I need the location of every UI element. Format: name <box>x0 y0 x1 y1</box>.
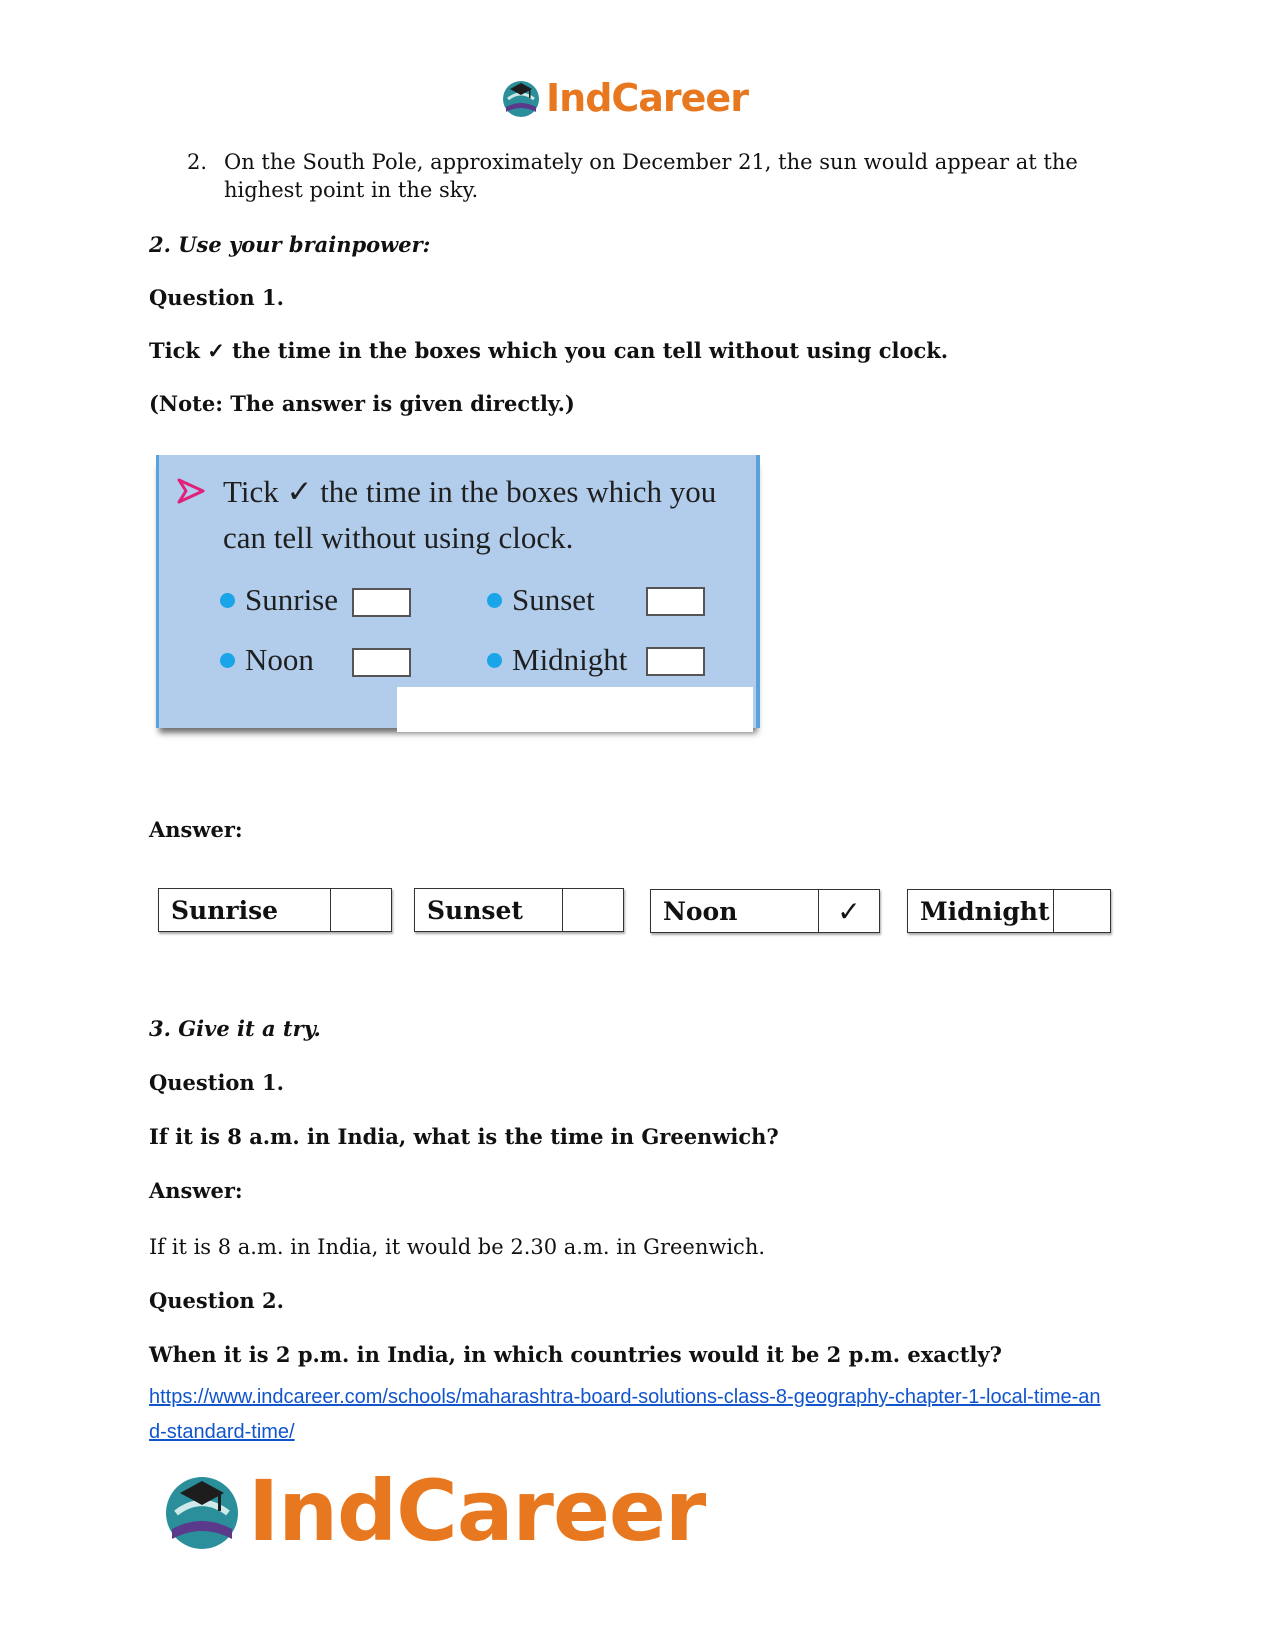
section-heading-give-it-a-try: 3. Give it a try. <box>149 1016 321 1041</box>
figure-checkbox-sunset <box>646 587 705 616</box>
answer-text: If it is 8 a.m. in India, it would be 2.30 a.m. in Greenwich. <box>149 1235 766 1259</box>
figure-checkbox-noon <box>352 648 411 677</box>
answer-box-mark <box>562 889 623 931</box>
answer-box-noon <box>650 889 880 933</box>
figure-item-midnight <box>487 642 627 678</box>
figure-item-label: Midnight <box>512 642 628 677</box>
figure-item-sunrise <box>220 582 338 618</box>
list-item-text: On the South Pole, approximately on December 21, the sun would appear at the highest point in the sky. <box>224 150 1078 202</box>
question-2-text: When it is 2 p.m. in India, in which countries would it be 2 p.m. exactly? <box>149 1342 1002 1367</box>
answer-label-2: Answer: <box>149 1178 243 1203</box>
section-heading-brainpower: 2. Use your brainpower: <box>149 232 431 257</box>
question-1-text: If it is 8 a.m. in India, what is the time in Greenwich? <box>149 1124 779 1149</box>
answer-box-mark <box>1053 890 1110 932</box>
figure-checkbox-sunrise <box>352 588 411 617</box>
figure-item-label: Noon <box>245 642 314 677</box>
figure-blank-overlay <box>397 687 753 732</box>
graduation-globe-icon <box>160 1469 244 1553</box>
source-url-link[interactable]: https://www.indcareer.com/schools/maharashtra-board-solutions-class-8-geography-chapter-1-local-time-and-standard-time/ <box>149 1386 1101 1443</box>
bullet-dot-icon <box>220 653 235 668</box>
bullet-dot-icon <box>487 653 502 668</box>
figure-item-noon <box>220 642 314 678</box>
figure-title-line-1: Tick ✓ the time in the boxes which you <box>223 474 717 509</box>
footer-logo[interactable] <box>160 1462 705 1560</box>
list-item-number: 2. <box>187 150 208 174</box>
answer-box-label: Noon <box>663 896 738 926</box>
figure-item-label: Sunrise <box>245 582 338 617</box>
figure-checkbox-midnight <box>646 647 705 676</box>
arrow-icon <box>177 477 205 510</box>
answer-box-label: Sunset <box>427 895 523 925</box>
check-mark-icon: ✓ <box>818 890 879 932</box>
figure-item-label: Sunset <box>512 582 595 617</box>
answer-box-label: Sunrise <box>171 895 279 925</box>
bullet-dot-icon <box>487 593 502 608</box>
figure-item-sunset <box>487 582 595 618</box>
question-1-label: Question 1. <box>149 1070 284 1095</box>
graduation-globe-icon <box>500 77 542 119</box>
header-logo[interactable] <box>500 76 748 120</box>
answer-box-midnight <box>907 889 1111 933</box>
question-2-label: Question 2. <box>149 1288 284 1313</box>
answer-box-sunrise <box>158 888 392 932</box>
figure-title <box>223 469 753 561</box>
footer-logo-text: IndCareer <box>248 1462 706 1560</box>
answer-box-sunset <box>414 888 624 932</box>
header-logo-text: IndCareer <box>546 76 748 120</box>
figure-title-line-2: can tell without using clock. <box>223 520 574 555</box>
answer-box-mark <box>330 889 391 931</box>
question-text: Tick ✓ the time in the boxes which you can tell without using clock. <box>149 338 949 363</box>
note-text: (Note: The answer is given directly.) <box>149 391 575 416</box>
question-label: Question 1. <box>149 285 284 310</box>
answer-label: Answer: <box>149 817 243 842</box>
bullet-dot-icon <box>220 593 235 608</box>
textbook-figure <box>156 455 760 728</box>
answer-box-label: Midnight <box>920 896 1050 926</box>
